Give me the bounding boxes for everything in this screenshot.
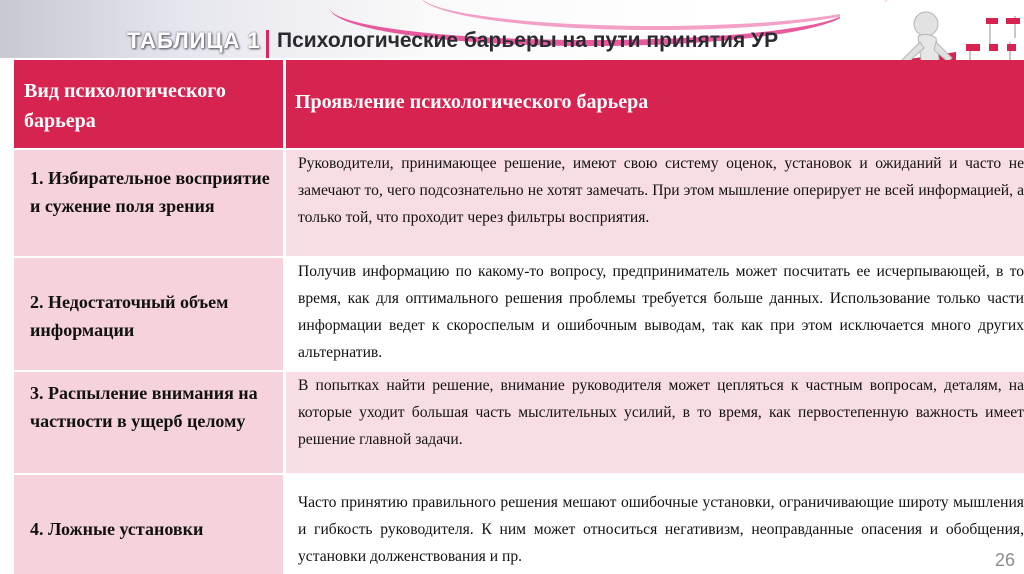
barrier-type-cell: 3. Распыление внимания на частности в ущерб целому [14, 372, 283, 473]
column-header-manifestation: Проявление психологического барьера [286, 60, 1024, 148]
title-divider [266, 30, 269, 58]
column-header-type: Вид психологического барьера [14, 60, 283, 148]
barrier-description-cell: Часто принятию правильного решения мешают ошибочные установки, ограничивающие широту мышления и гибкость руководителя. К ним может относиться негативизм, неоправданные опасения и обобщения, установки долженствования и пр. [286, 475, 1024, 574]
barriers-table [14, 60, 1024, 574]
table-label: ТАБЛИЦА 1 [127, 28, 261, 53]
barrier-type-cell: 2. Недостаточный объем информации [14, 258, 283, 370]
barrier-type-cell: 4. Ложные установки [14, 475, 283, 574]
page-number: 26 [995, 550, 1016, 570]
barrier-description-cell: Руководители, принимающее решение, имеют свою систему оценок, установок и ожиданий и часто не замечают то, чего подсознательно не хотят замечать. При этом мышление оперирует не всей информацией, а только той, что проходит через фильтры восприятия. [286, 150, 1024, 256]
barrier-description-cell: Получив информацию по какому-то вопросу, предприниматель может посчитать ее исчерпывающей, в то время, как для оптимального решения проблемы требуется больше данных. Использование только части информации ведет к скороспелым и ошибочным выводам, так как при этом исключается много других альтернатив. [286, 258, 1024, 370]
barrier-type-cell: 1. Избирательное восприятие и сужение поля зрения [14, 150, 283, 256]
slide-title: Психологические барьеры на пути принятия УР [277, 29, 779, 52]
barrier-description-cell: В попытках найти решение, внимание руководителя может цепляться к частным вопросам, деталям, на которые уходит большая часть мыслительных усилий, в то время, как первостепенную важность имеет решение главной задачи. [286, 372, 1024, 473]
